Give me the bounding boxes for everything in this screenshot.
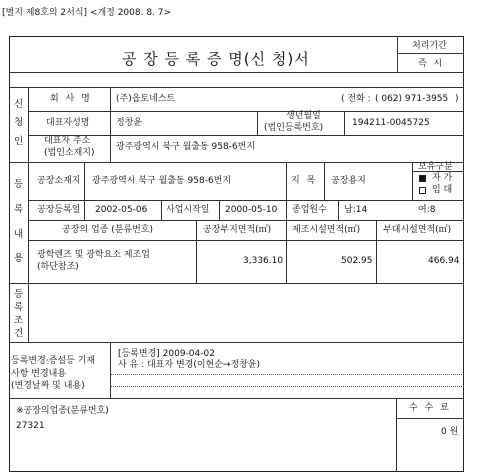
conditions-section-char: 록 bbox=[14, 302, 24, 313]
site-area-value: 3,336.10 bbox=[243, 256, 284, 266]
company-name-label: 회 사 명 bbox=[50, 94, 92, 104]
conditions-section-char: 건 bbox=[14, 328, 24, 339]
change-entry-date: [등록변경] 2009-04-02 bbox=[118, 349, 215, 359]
change-label-line3: (변경날짜 및 내용) bbox=[11, 381, 85, 391]
owned-checkbox[interactable] bbox=[419, 175, 426, 182]
form-reference: [별지 제8호의 2서식] <개정 2008. 8. 7> bbox=[2, 8, 172, 18]
address-label: 대표자 주소 bbox=[44, 136, 91, 146]
fee-value: 0 원 bbox=[441, 427, 459, 437]
change-entry-reason: 사 유 : 대표자 변경(이현순→정창윤) bbox=[118, 360, 261, 370]
registration-date-label: 공장등록일 bbox=[37, 205, 81, 215]
registration-section-char: 록 bbox=[14, 204, 24, 215]
registration-section-char: 용 bbox=[14, 253, 24, 264]
site-area-column-header: 공장부지면적(㎡) bbox=[203, 225, 272, 235]
business-start-value: 2000-05-10 bbox=[225, 205, 278, 215]
industry-code-value: 27321 bbox=[16, 421, 45, 431]
corp-reg-number-label: (법인등록번호) bbox=[264, 123, 324, 133]
manufacturing-area-column-header: 제조시설면적(㎡) bbox=[292, 225, 361, 235]
company-name-value: (주)옵토네스트 bbox=[116, 94, 176, 104]
phone-label: ( 전화 : bbox=[341, 94, 371, 104]
industry-value: 광학렌즈 및 광학요소 제조업 bbox=[37, 250, 150, 260]
auxiliary-area-column-header: 부대시설면적(㎡) bbox=[383, 225, 452, 235]
male-employees-value: 남:14 bbox=[344, 205, 368, 215]
representative-label: 대표자성명 bbox=[46, 118, 90, 128]
land-category-value: 공장용지 bbox=[331, 176, 366, 186]
conditions-section-char: 등 bbox=[14, 289, 24, 300]
registration-section-char: 등 bbox=[14, 179, 24, 190]
leased-checkbox[interactable] bbox=[419, 187, 426, 194]
applicant-section-char: 신 bbox=[14, 99, 24, 110]
representative-value: 정창윤 bbox=[116, 118, 143, 128]
phone-value: ( 062) 971-3955 bbox=[375, 94, 449, 104]
processing-period-value: 즉 시 bbox=[418, 59, 445, 69]
owned-label: 자 가 bbox=[432, 173, 453, 183]
manufacturing-area-value: 502.95 bbox=[341, 256, 373, 266]
conditions-section-char: 조 bbox=[14, 315, 24, 326]
corp-location-label: (법인소재지) bbox=[44, 148, 95, 158]
industry-note: (하단참조) bbox=[37, 262, 79, 272]
phone-close: ) bbox=[455, 94, 459, 104]
female-employees-value: 여:8 bbox=[418, 205, 436, 215]
factory-location-value: 광주광역시 북구 월출동 958-6번지 bbox=[92, 176, 232, 186]
change-label-line1: 등록변경·증설등 기재 bbox=[11, 356, 95, 366]
auxiliary-area-value: 466.94 bbox=[428, 256, 460, 266]
leased-label: 임 대 bbox=[432, 185, 453, 195]
form-title: 공 장 등 록 증 명(신 청)서 bbox=[122, 50, 310, 68]
ownership-label: 보유구분 bbox=[418, 162, 453, 172]
employees-label: 종업원수 bbox=[292, 205, 327, 215]
birth-date-label: 생년월일 bbox=[286, 111, 321, 121]
factory-location-label: 공장소재지 bbox=[37, 176, 81, 186]
industry-column-header: 공장의 업종 (분류번호) bbox=[62, 225, 153, 235]
processing-period-label: 처리기간 bbox=[412, 41, 447, 51]
change-label-line2: 사항 변경내용 bbox=[11, 369, 67, 379]
address-value: 광주광역시 북구 월출동 958-6번지 bbox=[116, 142, 256, 152]
registration-date-value: 2002-05-06 bbox=[95, 205, 148, 215]
land-category-label: 지 목 bbox=[291, 176, 318, 186]
industry-code-label: ※공장의업종(분류번호) bbox=[16, 406, 109, 416]
applicant-section-char: 인 bbox=[14, 136, 24, 147]
registration-section-char: 내 bbox=[14, 229, 24, 240]
business-start-label: 사업시작일 bbox=[166, 205, 210, 215]
applicant-section-char: 청 bbox=[14, 117, 24, 128]
fee-label: 수 수 료 bbox=[409, 403, 451, 413]
birth-date-value: 194211-0045725 bbox=[352, 118, 430, 128]
